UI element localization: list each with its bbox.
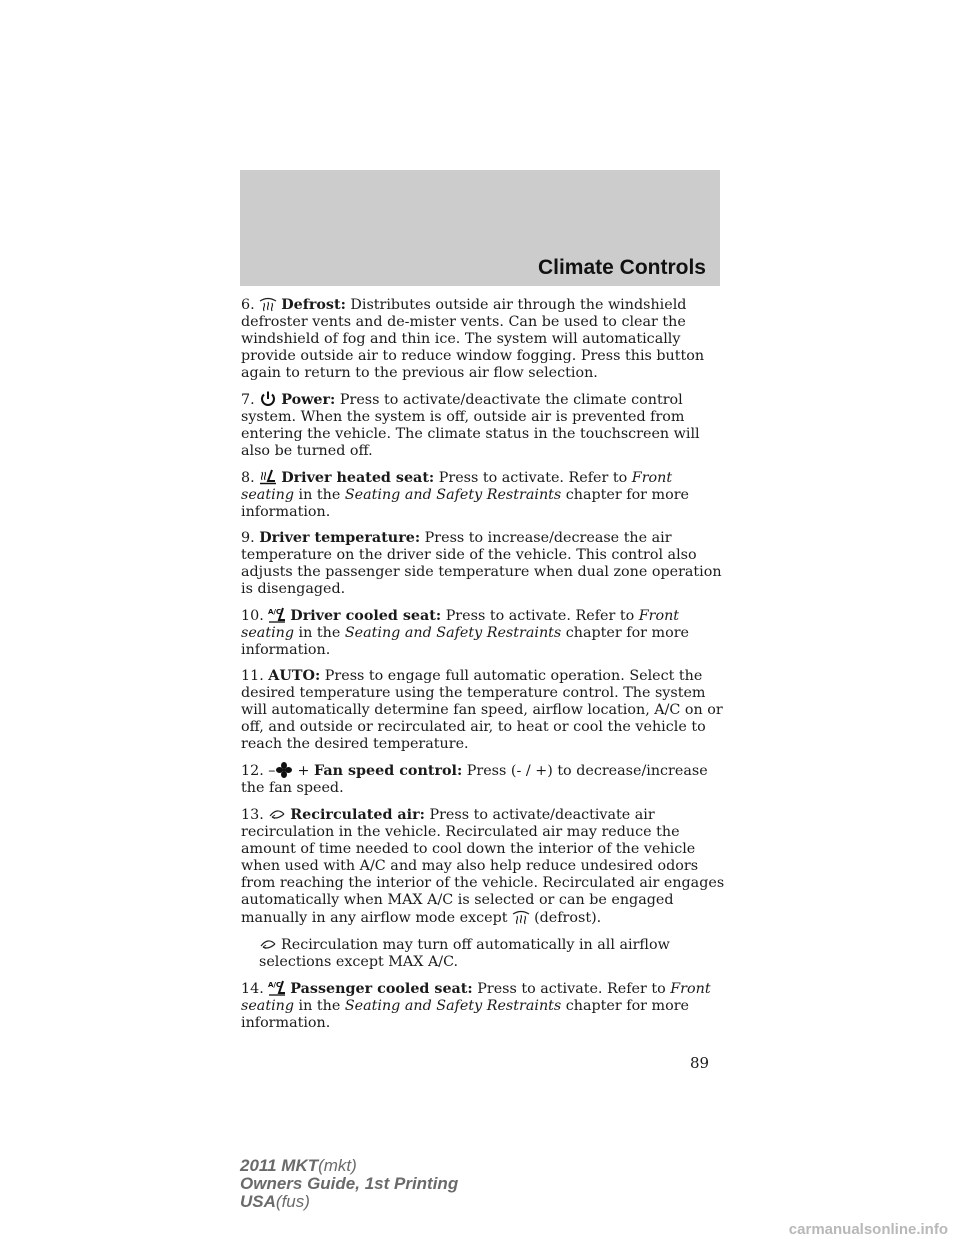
- watermark: carmanualsonline.info: [788, 1221, 948, 1238]
- ac-seat-icon: [268, 607, 286, 623]
- item-auto: 11. AUTO: Press to engage full automatic operation. Select the desired temperature using the temperature control. The system will automatically determine fan speed, airflow location, A/C on or off, and outside or recirculated air, to heat or cool the vehicle to reach the desired temperature.: [241, 668, 723, 752]
- heated-seat-icon: [259, 469, 277, 485]
- recirculation-note: Recirculation may turn off automatically in all airflow selections except MAX A/C.: [259, 937, 670, 970]
- item-driver-cooled-seat: 10. A/C Driver cooled seat: Press to activate. Refer to Front seating in the Seating and Safety Restraints chapter for more information.: [241, 608, 690, 658]
- recirculation-icon: [268, 806, 286, 822]
- item-driver-temperature: 9. Driver temperature: Press to increase/decrease the air temperature on the driver side of the vehicle. This control also adjusts the passenger side temperature when dual zone operation is disengaged.: [241, 530, 722, 597]
- item-defrost: 6. Defrost: Distributes outside air through the windshield defroster vents and de-mister vents. Can be used to clear the windshield of fog and thin ice. The system will automatically provide outside air to reduce window fogging. Press this button again to return to the previous air flow selection.: [241, 297, 705, 381]
- section-header-band: [240, 170, 720, 286]
- defrost-icon: [512, 909, 530, 925]
- item-power: 7. Power: Press to activate/deactivate the climate control system. When the system is off, outside air is prevented from entering the vehicle. The climate status in the touchscreen will also be turned off.: [241, 392, 700, 459]
- recirculation-icon: [259, 936, 277, 952]
- fan-icon: [275, 762, 293, 778]
- section-title: Climate Controls: [537, 256, 706, 279]
- defrost-icon: [259, 296, 277, 312]
- item-driver-heated-seat: 8. Driver heated seat: Press to activate. Refer to Front seating in the Seating and Safety Restraints chapter for more information.: [241, 470, 690, 520]
- svg-text:A/C: A/C: [268, 608, 282, 616]
- item-recirculated-air: 13. Recirculated air: Press to activate/deactivate air recirculation in the vehicle. Recirculated air may reduce the amount of time needed to cool down the interior of the vehicle when used with A/C and may also help reduce undesired odors from reaching the interior of the vehicle. Recirculated air engages automatically when MAX A/C is selected or can be engaged manually in any airflow mode except (defrost).: [241, 807, 725, 926]
- manual-content: [241, 296, 725, 1041]
- print-footer: 2011 MKT(mkt) Owners Guide, 1st Printing USA(fus): [240, 1156, 459, 1211]
- ac-seat-icon: [268, 980, 286, 996]
- item-passenger-cooled-seat: 14. A/C Passenger cooled seat: Press to activate. Refer to Front seating in the Seating and Safety Restraints chapter for more information.: [241, 981, 711, 1031]
- power-icon: [259, 391, 277, 407]
- page-number: 89: [690, 1054, 710, 1072]
- item-fan-speed: 12. – + Fan speed control: Press (- / +) to decrease/increase the fan speed.: [241, 763, 708, 796]
- svg-text:A/C: A/C: [268, 981, 282, 989]
